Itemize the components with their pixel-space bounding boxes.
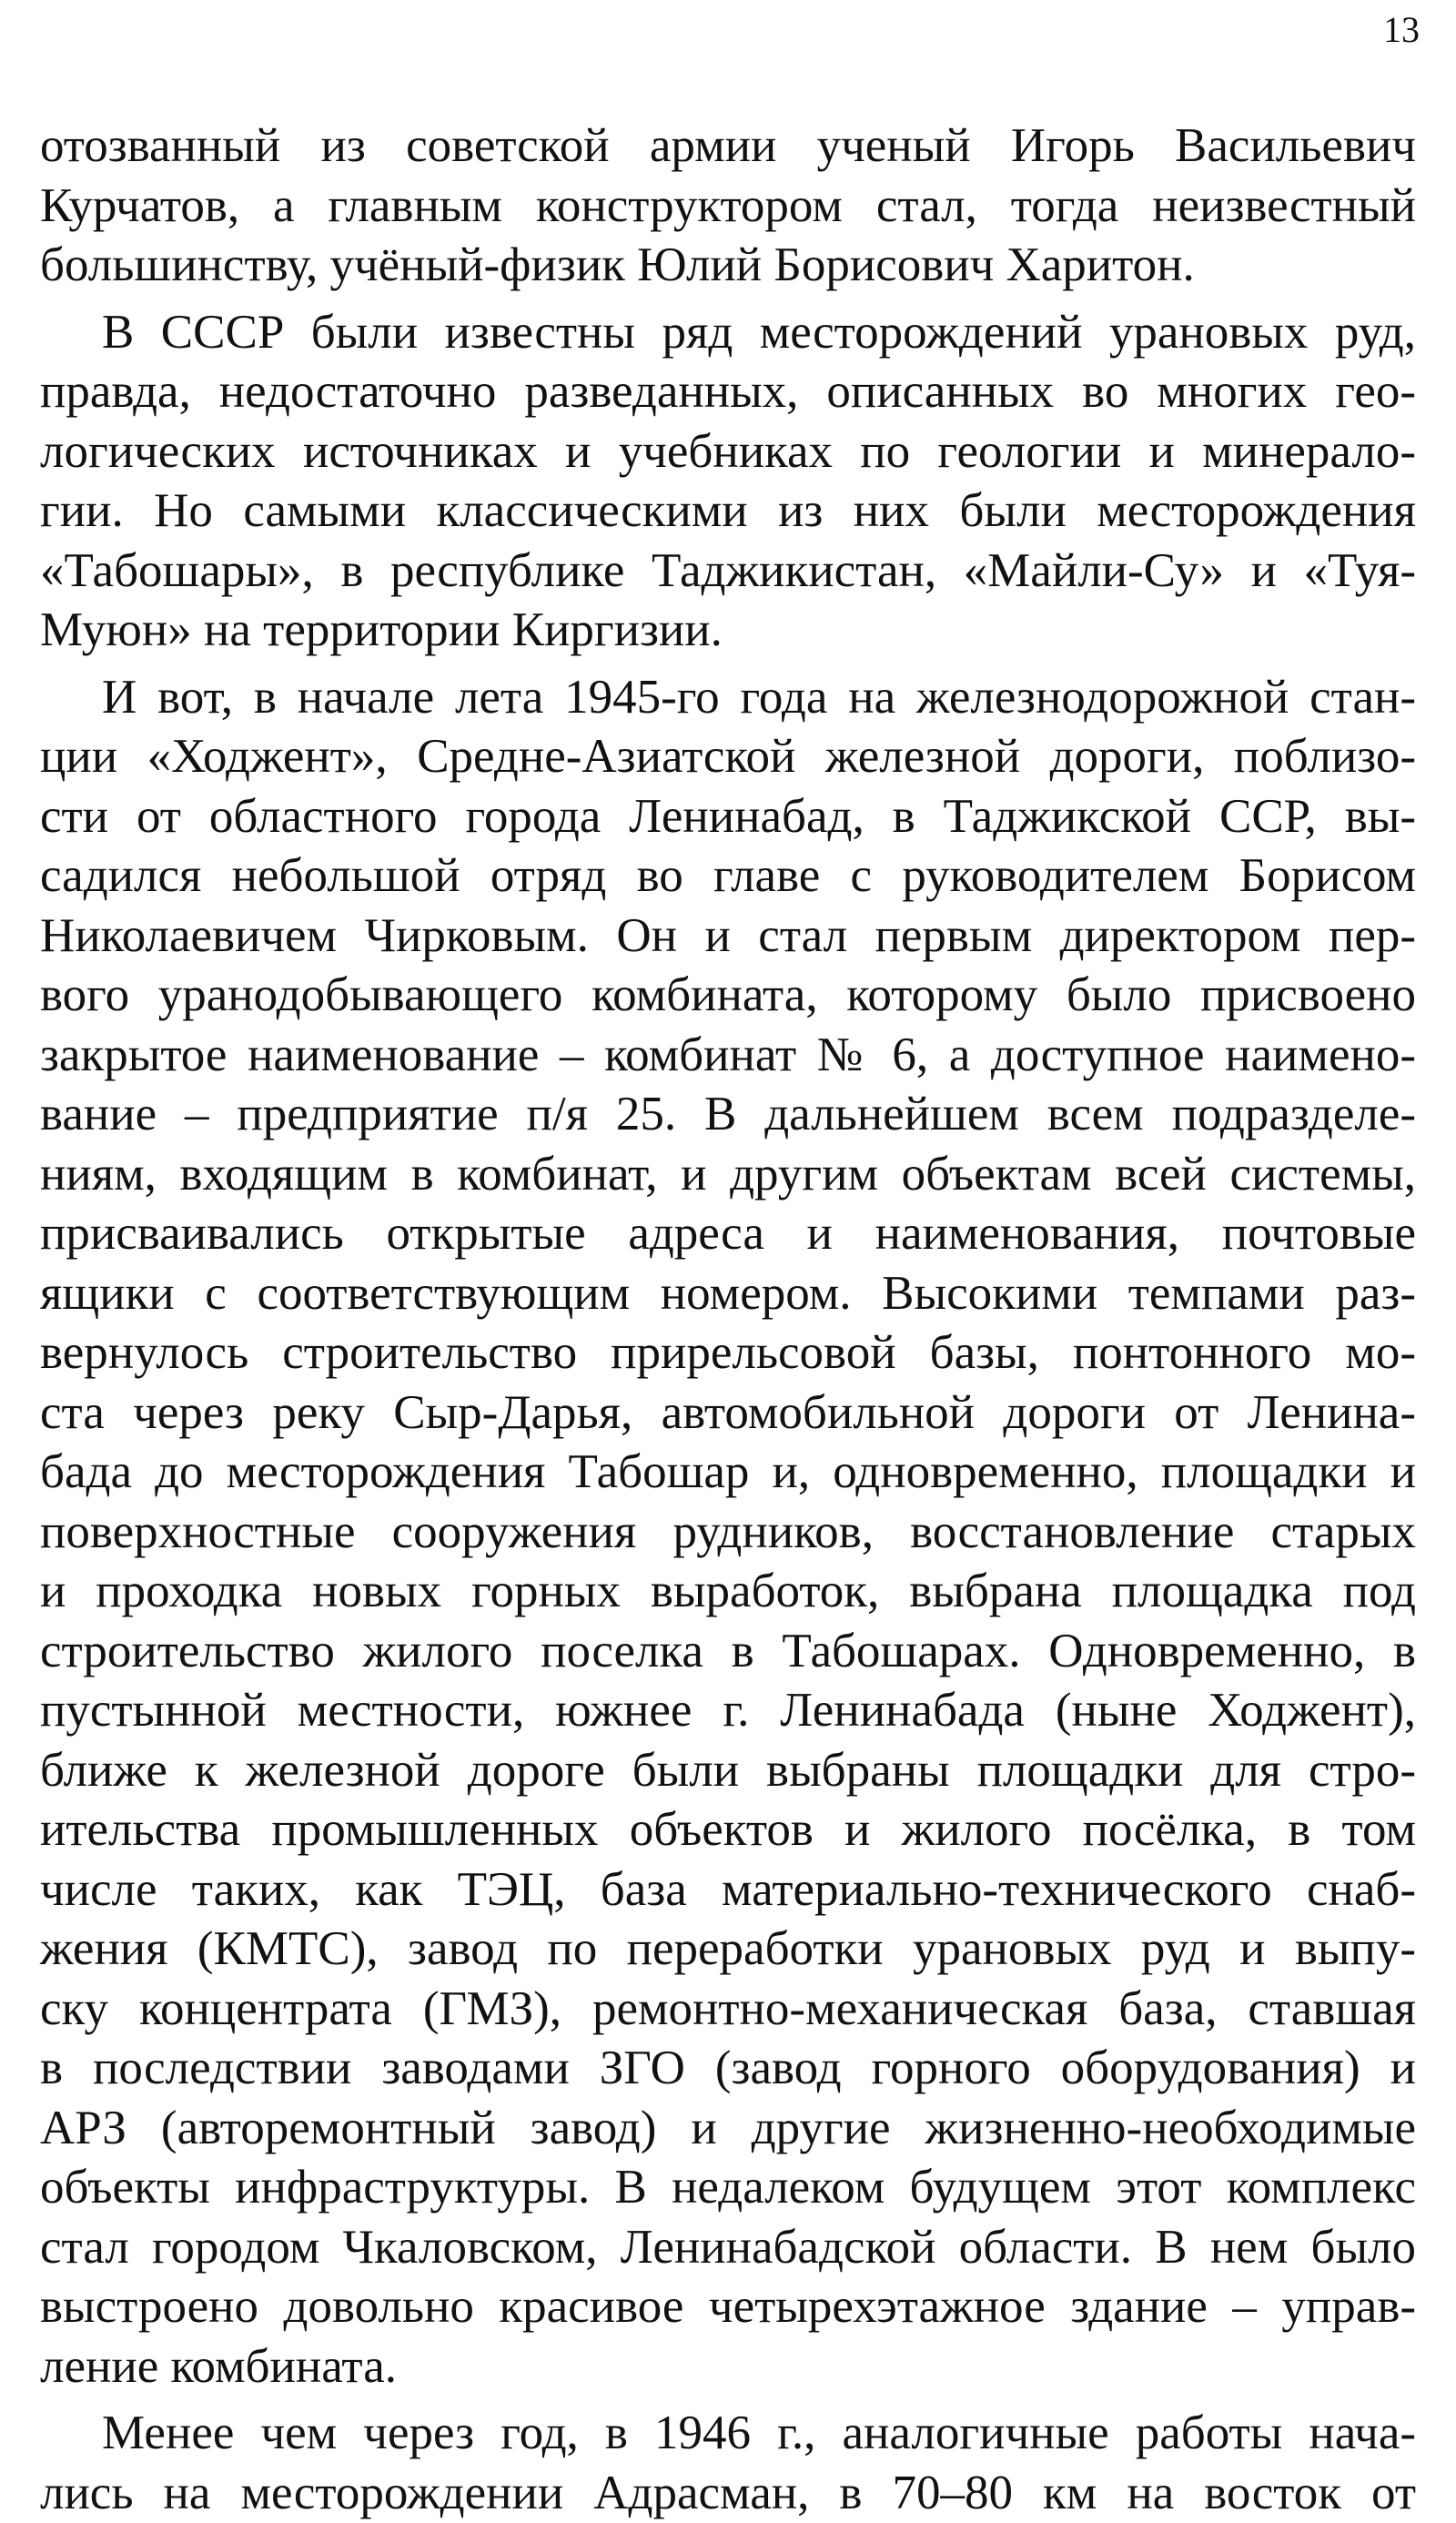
paragraph-1 [40,117,1416,296]
text-line: объекты инфраструктуры. В недалеком будущем этот комплекс [40,2161,1416,2214]
paragraph-3 [40,668,1416,2397]
text-line: ста через реку Сыр-Дарья, автомобильной дороги от Ленина- [40,1385,1416,1439]
text-line: ительства промышленных объектов и жилого посёлка, в том [40,1803,1416,1856]
text-line: ящики с соответствующим номером. Высокими темпами раз- [40,1266,1416,1320]
text-line: ление комбината. [40,2339,397,2393]
text-line: логических источниках и учебниках по геологии и минерало- [40,424,1416,478]
text-line: садился небольшой отряд во главе с руководителем Борисом [40,849,1416,902]
text-line: Менее чем через год, в 1946 г., аналогичные работы нача- [102,2406,1416,2459]
text-line: поверхностные сооружения рудников, восстановление старых [40,1505,1416,1558]
text-line: гии. Но самыми классическими из них были месторождения [40,484,1416,537]
text-line: пустынной местности, южнее г. Ленинабада (ныне Ходжент), [40,1684,1416,1737]
text-line: ции «Ходжент», Средне-Азиатской железной дороги, поблизо- [40,730,1416,783]
text-line: в последствии заводами ЗГО (завод горного оборудования) и [40,2042,1416,2094]
text-line: вернулось строительство прирельсовой базы, понтонного мо- [40,1326,1416,1379]
text-line: и проходка новых горных выработок, выбрана площадка под [40,1565,1416,1617]
text-line: ближе к железной дороге были выбраны площадки для стро- [40,1743,1416,1797]
text-line: закрытое наименование – комбинат № 6, а доступное наимено- [40,1028,1416,1081]
text-line: Муюн» на территории Киргизии. [40,603,723,656]
text-line: Николаевичем Чирковым. Он и стал первым директором пер- [40,908,1416,962]
text-line: отозванный из советской армии ученый Игорь Васильевич [40,119,1416,172]
text-line: вание – предприятие п/я 25. В дальнейшем всем подразделе- [40,1088,1416,1140]
text-line: стал городом Чкаловском, Ленинабадской области. В нем было [40,2220,1416,2274]
text-line: И вот, в начале лета 1945-го года на железнодорожной стан- [102,670,1416,724]
text-line: большинству, учёный-физик Юлий Борисович Харитон. [40,238,1195,291]
text-line: строительство жилого поселка в Табошарах. Одновременно, в [40,1624,1416,1677]
page-number: 13 [1383,9,1420,50]
body-text [40,117,1416,2523]
text-line: жения (КМТС), завод по переработки урановых руд и выпу- [40,1922,1416,1975]
text-line: сти от областного города Ленинабад, в Таджикской ССР, вы- [40,789,1416,843]
paragraph-4 [40,2404,1416,2523]
text-line: бада до месторождения Табошар и, одновременно, площадки и [40,1445,1416,1498]
paragraph-2 [40,303,1416,661]
text-line: числе таких, как ТЭЦ, база материально-технического снаб- [40,1862,1416,1916]
text-line: правда, недостаточно разведанных, описанных во многих гео- [40,365,1416,418]
text-line: лись на месторождении Адрасман, в 70–80 км на восток от [40,2466,1416,2519]
text-line: ску концентрата (ГМЗ), ремонтно-механическая база, ставшая [40,1981,1416,2035]
text-line: вого уранодобывающего комбината, которому было присвоено [40,968,1416,1021]
text-line: АРЗ (авторемонтный завод) и другие жизненно-необходимые [40,2101,1416,2154]
text-line: выстроено довольно красивое четырехэтажное здание – управ- [40,2280,1416,2333]
text-line: «Табошары», в республике Таджикистан, «Майли-Су» и «Туя- [40,543,1416,597]
text-line: ниям, входящим в комбинат, и другим объектам всей системы, [40,1147,1416,1201]
text-line: присваивались открытые адреса и наименования, почтовые [40,1207,1416,1260]
text-line: Курчатов, а главным конструктором стал, тогда неизвестный [40,178,1416,232]
text-line: В СССР были известны ряд месторождений урановых руд, [102,305,1416,359]
